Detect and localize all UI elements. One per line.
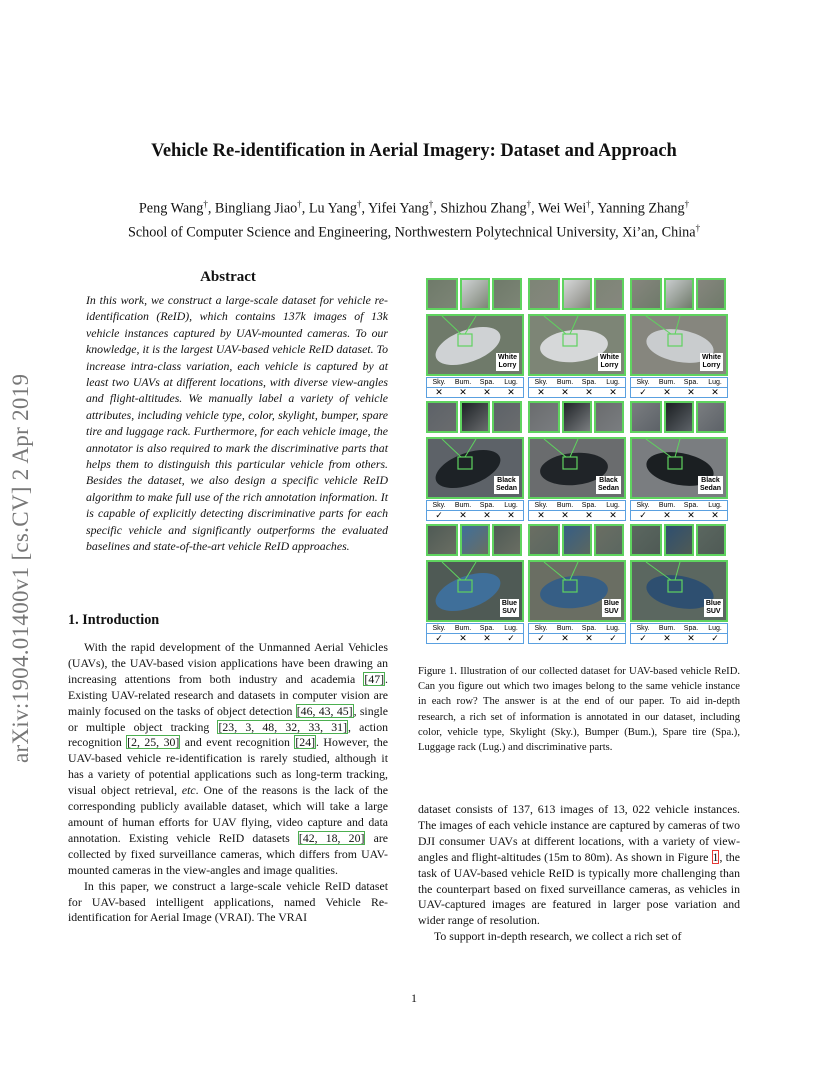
author-name: Shizhou Zhang	[440, 200, 527, 217]
vehicle-type-label	[596, 476, 621, 494]
vehicle-type-label	[602, 599, 621, 617]
discriminative-part-crop	[562, 524, 592, 556]
attribute-value-row	[529, 633, 625, 643]
author-mark: †	[428, 199, 434, 209]
part-link-line	[442, 562, 461, 580]
author-mark: †	[297, 199, 302, 209]
citation-link[interactable]: [47]	[364, 671, 385, 686]
attribute-header: Lug.	[504, 625, 518, 632]
attribute-table	[528, 500, 626, 521]
author-name: Peng Wang	[138, 200, 204, 217]
cross-icon: ✕	[561, 387, 569, 397]
vehicle-color: White	[701, 354, 721, 361]
discriminative-part-crop	[664, 401, 694, 433]
discriminative-part-crop	[696, 401, 726, 433]
vehicle-sample	[426, 278, 524, 400]
vehicle-type: Sedan	[699, 485, 721, 492]
discriminative-part-crop	[528, 278, 560, 310]
author-name: Bingliang Jiao	[214, 200, 298, 217]
attribute-value-row	[529, 387, 625, 397]
citation-link[interactable]: [24]	[295, 735, 316, 750]
vehicle-photo	[528, 560, 626, 622]
attribute-header: Spa.	[479, 502, 495, 509]
vehicle-sample	[426, 524, 524, 646]
check-icon: ✓	[537, 633, 545, 643]
vehicle-type: Lorry	[702, 362, 721, 369]
right-paragraph-1	[418, 802, 740, 929]
check-icon: ✓	[639, 633, 647, 643]
vehicle-type-label	[496, 353, 519, 371]
attribute-table	[630, 623, 728, 644]
attribute-header-row	[427, 624, 523, 633]
attribute-table	[630, 500, 728, 521]
cross-icon: ✕	[687, 633, 695, 643]
vehicle-type-label	[598, 353, 621, 371]
attribute-header: Spa.	[683, 379, 699, 386]
author-mark: †	[526, 199, 532, 209]
vehicle-sample	[630, 524, 728, 646]
cross-icon: ✕	[483, 633, 491, 643]
check-icon: ✓	[609, 633, 617, 643]
vehicle-color: Blue	[501, 600, 517, 607]
discriminative-part-crop	[594, 401, 624, 433]
affiliation-mark: †	[695, 222, 701, 233]
discriminative-part-crop	[492, 278, 522, 310]
part-link-line	[544, 562, 566, 580]
attribute-header: Lug.	[708, 502, 722, 509]
vehicle-photo	[426, 437, 524, 499]
intro-text: are collected by fixed surveillance cameras, which differs from UAV-mounted cameras in the view-angles and image qualities.	[68, 830, 388, 877]
discriminative-part-crop	[528, 401, 560, 433]
vehicle-sample	[630, 278, 728, 400]
vehicle-photo	[426, 314, 524, 376]
vehicle-photo	[630, 314, 728, 376]
page-number: 1	[411, 991, 417, 1005]
attribute-header: Bum.	[454, 379, 472, 386]
attribute-value-row	[427, 387, 523, 397]
vehicle-color: Black	[701, 477, 720, 484]
intro-paragraph-2: In this paper, we construct a large-scale vehicle ReID dataset for UAV-based intelligent applications, named Vehicle Re-identification for Aerial Image (VRAI). The VRAI	[68, 878, 388, 925]
figure-caption: Figure 1. Illustration of our collected dataset for UAV-based vehicle ReID. Can you figure out which two images belong to the same vehicle instance in each row? The answer is at the end of our paper. To aid in-depth research, a rich set of information is annotated in our dataset, including color, vehicle type, Skylight (Sky.), Bumper (Bum.), Spare tire (Spa.), Luggage rack (Lug.) and discriminative parts.	[418, 666, 740, 754]
vehicle-type: Sedan	[597, 485, 619, 492]
check-icon: ✓	[435, 510, 443, 520]
author-separator: ,	[301, 200, 309, 217]
attribute-header: Bum.	[556, 502, 574, 509]
attribute-header-row	[529, 378, 625, 387]
author-name: Wei Wei	[537, 200, 587, 217]
attribute-header: Sky.	[432, 625, 446, 632]
attribute-header: Spa.	[581, 379, 597, 386]
intro-text: . One of the reasons is the lack of the corresponding publicly available dataset, which will take a large amount of human efforts for UAV flying, video capture and data annotation. Existing vehicle ReID datasets	[68, 783, 388, 845]
check-icon: ✓	[639, 510, 647, 520]
discriminative-part-crop	[664, 524, 694, 556]
vehicle-sample	[528, 278, 626, 400]
discriminative-part-crop	[630, 278, 662, 310]
discriminative-part-crop	[460, 278, 490, 310]
cross-icon: ✕	[507, 510, 515, 520]
part-link-line	[442, 316, 461, 334]
cross-icon: ✕	[687, 387, 695, 397]
vehicle-color: White	[599, 354, 619, 361]
discriminative-part-crop	[492, 524, 522, 556]
figure-link[interactable]: 1	[712, 849, 719, 864]
cross-icon: ✕	[663, 510, 671, 520]
vehicle-sample	[528, 401, 626, 523]
attribute-header: Bum.	[658, 379, 676, 386]
check-icon: ✓	[711, 633, 719, 643]
author-mark: †	[203, 199, 208, 209]
cross-icon: ✕	[687, 510, 695, 520]
intro-text: , single or multiple object tracking	[68, 703, 389, 734]
introduction-heading: 1. Introduction	[68, 612, 160, 628]
cross-icon: ✕	[483, 387, 491, 397]
citation-link[interactable]: [42, 18, 20]	[298, 830, 365, 845]
intro-text-etc: etc	[181, 783, 196, 798]
attribute-header: Lug.	[708, 625, 722, 632]
attribute-header: Sky.	[636, 379, 650, 386]
author-separator: ,	[590, 200, 598, 217]
attribute-value-row	[427, 510, 523, 520]
discriminative-part-crop	[594, 278, 624, 310]
author-separator: ,	[433, 200, 441, 217]
author-mark: †	[356, 199, 362, 209]
attribute-header-row	[529, 501, 625, 510]
author-separator: ,	[207, 200, 215, 217]
cross-icon: ✕	[585, 387, 593, 397]
vehicle-color: Black	[599, 477, 618, 484]
part-link-line	[442, 439, 461, 457]
discriminative-part-crop	[528, 524, 560, 556]
attribute-header-row	[631, 378, 727, 387]
attribute-header: Sky.	[636, 625, 650, 632]
vehicle-color: Blue	[603, 600, 619, 607]
attribute-header-row	[529, 624, 625, 633]
cross-icon: ✕	[609, 510, 617, 520]
attribute-header: Spa.	[479, 379, 495, 386]
author-mark: †	[586, 199, 591, 209]
attribute-header: Lug.	[606, 502, 620, 509]
discriminative-part-crop	[460, 401, 490, 433]
attribute-value-row	[631, 387, 727, 397]
vehicle-type-label	[500, 599, 519, 617]
vehicle-photo	[528, 437, 626, 499]
attribute-header: Spa.	[581, 502, 597, 509]
vehicle-type: SUV	[706, 608, 721, 615]
attribute-header: Spa.	[683, 625, 699, 632]
attribute-header: Spa.	[683, 502, 699, 509]
discriminative-part-crop	[594, 524, 624, 556]
discriminative-part-crop	[630, 524, 662, 556]
part-link-line	[544, 316, 566, 334]
cross-icon: ✕	[561, 510, 569, 520]
check-icon: ✓	[435, 633, 443, 643]
cross-icon: ✕	[663, 633, 671, 643]
vehicle-type-label	[700, 353, 723, 371]
intro-text: . Existing UAV-related research and datasets in computer vision are mainly focused on the tasks of object detection	[68, 671, 388, 718]
attribute-header: Bum.	[556, 379, 574, 386]
cross-icon: ✕	[711, 510, 719, 520]
attribute-header: Bum.	[658, 502, 676, 509]
cross-icon: ✕	[537, 510, 545, 520]
vehicle-type: Lorry	[600, 362, 619, 369]
intro-text: . However, the UAV-based vehicle re-identification is rarely studied, although it has a variety of potential applications such as long-term tracking, visual object retrieval,	[68, 735, 388, 798]
attribute-header: Bum.	[454, 625, 472, 632]
discriminative-part-crop	[426, 278, 458, 310]
discriminative-part-crop	[460, 524, 490, 556]
discriminative-part-crop	[664, 278, 694, 310]
vehicle-type: Lorry	[498, 362, 517, 369]
vehicle-photo	[630, 437, 728, 499]
cross-icon: ✕	[507, 387, 515, 397]
author-block	[40, 195, 788, 242]
cross-icon: ✕	[609, 387, 617, 397]
right-column-body	[418, 802, 740, 945]
vehicle-type-label	[698, 476, 723, 494]
intro-text: and event recognition	[180, 735, 295, 750]
attribute-table	[528, 377, 626, 398]
discriminative-part-crop	[696, 278, 726, 310]
vehicle-sample	[528, 524, 626, 646]
vehicle-sample	[630, 401, 728, 523]
attribute-header: Spa.	[479, 625, 495, 632]
discriminative-part-crop	[696, 524, 726, 556]
attribute-header: Sky.	[534, 502, 548, 509]
author-separator: ,	[531, 200, 538, 217]
attribute-table	[426, 623, 524, 644]
attribute-header-row	[427, 378, 523, 387]
discriminative-part-crop	[492, 401, 522, 433]
attribute-value-row	[631, 510, 727, 520]
attribute-header: Bum.	[556, 625, 574, 632]
intro-text: , action recognition	[68, 719, 388, 750]
attribute-value-row	[427, 633, 523, 643]
abstract-body: In this work, we construct a large-scale dataset for vehicle re-identification (ReID), which contains 137k images of 13k vehicle instances captured by UAV-mounted cameras. To our knowledge, it is the largest UAV-based vehicle ReID dataset. To increase intra-class variation, each vehicle is captured by at least two UAVs at different locations, with diverse view-angles and flight-altitudes. We manually label a variety of vehicle attributes, including vehicle type, color, skylight, bumper, spare tire and luggage rack. Furthermore, for each vehicle image, the annotator is also required to mark the discriminative parts that helps them to distinguish this particular vehicle from others. Besides the dataset, we also design a specific vehicle ReID algorithm to make full use of the rich annotation information. It is capable of explicitly detecting discriminative parts for each specific vehicle and significantly outperforms the evaluated baselines and state-of-the-art vehicle ReID approaches.	[86, 293, 388, 554]
cross-icon: ✕	[585, 633, 593, 643]
attribute-header: Sky.	[432, 379, 446, 386]
attribute-header: Bum.	[454, 502, 472, 509]
check-icon: ✓	[507, 633, 515, 643]
attribute-value-row	[631, 633, 727, 643]
cross-icon: ✕	[711, 387, 719, 397]
discriminative-part-crop	[426, 401, 458, 433]
vehicle-color: Black	[497, 477, 516, 484]
discriminative-part-crop	[426, 524, 458, 556]
cross-icon: ✕	[459, 510, 467, 520]
attribute-header: Lug.	[504, 379, 518, 386]
citation-link[interactable]: [23, 3, 48, 32, 33, 31]	[218, 719, 348, 734]
attribute-header-row	[427, 501, 523, 510]
attribute-header: Bum.	[658, 625, 676, 632]
discriminative-part-crop	[562, 278, 592, 310]
right-text: , the task of UAV-based vehicle ReID is typically more challenging than the counterpart based on fixed surveillance cameras, as vehicles in UAV-captured images are featured in larger pose variation and wider range of resolution.	[418, 849, 740, 928]
cross-icon: ✕	[663, 387, 671, 397]
author-name: Yanning Zhang	[597, 200, 685, 217]
attribute-header: Lug.	[606, 379, 620, 386]
attribute-header: Sky.	[636, 502, 650, 509]
attribute-table	[528, 623, 626, 644]
cross-icon: ✕	[459, 387, 467, 397]
attribute-header: Spa.	[581, 625, 597, 632]
vehicle-type-label	[494, 476, 519, 494]
cross-icon: ✕	[459, 633, 467, 643]
author-mark: †	[684, 199, 690, 209]
attribute-header-row	[631, 624, 727, 633]
intro-paragraph-1	[68, 640, 388, 879]
cross-icon: ✕	[585, 510, 593, 520]
citation-link[interactable]: [46, 43, 45]	[296, 703, 353, 718]
cross-icon: ✕	[561, 633, 569, 643]
attribute-header: Lug.	[606, 625, 620, 632]
abstract-heading: Abstract	[200, 269, 256, 285]
vehicle-photo	[630, 560, 728, 622]
attribute-header: Sky.	[534, 379, 548, 386]
attribute-value-row	[529, 510, 625, 520]
vehicle-sample	[426, 401, 524, 523]
part-link-line	[544, 439, 566, 457]
introduction-body	[68, 640, 388, 926]
paper-title: Vehicle Re-identification in Aerial Imagery: Dataset and Approach	[151, 141, 677, 161]
author-name: Lu Yang	[308, 200, 357, 217]
cross-icon: ✕	[483, 510, 491, 520]
cross-icon: ✕	[537, 387, 545, 397]
intro-text: With the rapid development of the Unmanned Aerial Vehicles (UAVs), the UAV-based vision applications have been drawing an increasing attentions from both industry and academia	[68, 640, 388, 686]
vehicle-photo	[528, 314, 626, 376]
attribute-table	[426, 377, 524, 398]
vehicle-type: Sedan	[495, 485, 517, 492]
affiliation-text: School of Computer Science and Engineering, Northwestern Polytechnical University, Xi’an, China	[127, 224, 696, 241]
vehicle-type: SUV	[502, 608, 517, 615]
author-list	[40, 195, 788, 219]
figure-1	[426, 278, 728, 643]
arxiv-identifier: arXiv:1904.01400v1 [cs.CV] 2 Apr 2019	[8, 373, 33, 763]
discriminative-part-crop	[630, 401, 662, 433]
vehicle-type: SUV	[604, 608, 619, 615]
right-text: dataset consists of 137, 613 images of 13, 022 vehicle instances. The images of each vehicle instance are captured by cameras of two DJI consumer UAVs at different locations, with a variety of view-angles and flight-altitudes (15m to 80m). As shown in Figure	[418, 802, 740, 864]
vehicle-type-label	[704, 599, 723, 617]
attribute-table	[630, 377, 728, 398]
right-paragraph-2: To support in-depth research, we collect a rich set of	[434, 929, 682, 944]
attribute-header: Sky.	[534, 625, 548, 632]
cross-icon: ✕	[435, 387, 443, 397]
author-name: Yifei Yang	[368, 200, 429, 217]
attribute-table	[426, 500, 524, 521]
attribute-header: Sky.	[432, 502, 446, 509]
affiliation	[40, 219, 788, 243]
attribute-header: Lug.	[708, 379, 722, 386]
discriminative-part-crop	[562, 401, 592, 433]
attribute-header-row	[631, 501, 727, 510]
vehicle-color: White	[497, 354, 517, 361]
vehicle-color: Blue	[705, 600, 721, 607]
vehicle-photo	[426, 560, 524, 622]
author-separator: ,	[361, 200, 369, 217]
attribute-header: Lug.	[504, 502, 518, 509]
citation-link[interactable]: [2, 25, 30]	[127, 735, 180, 750]
check-icon: ✓	[639, 387, 647, 397]
